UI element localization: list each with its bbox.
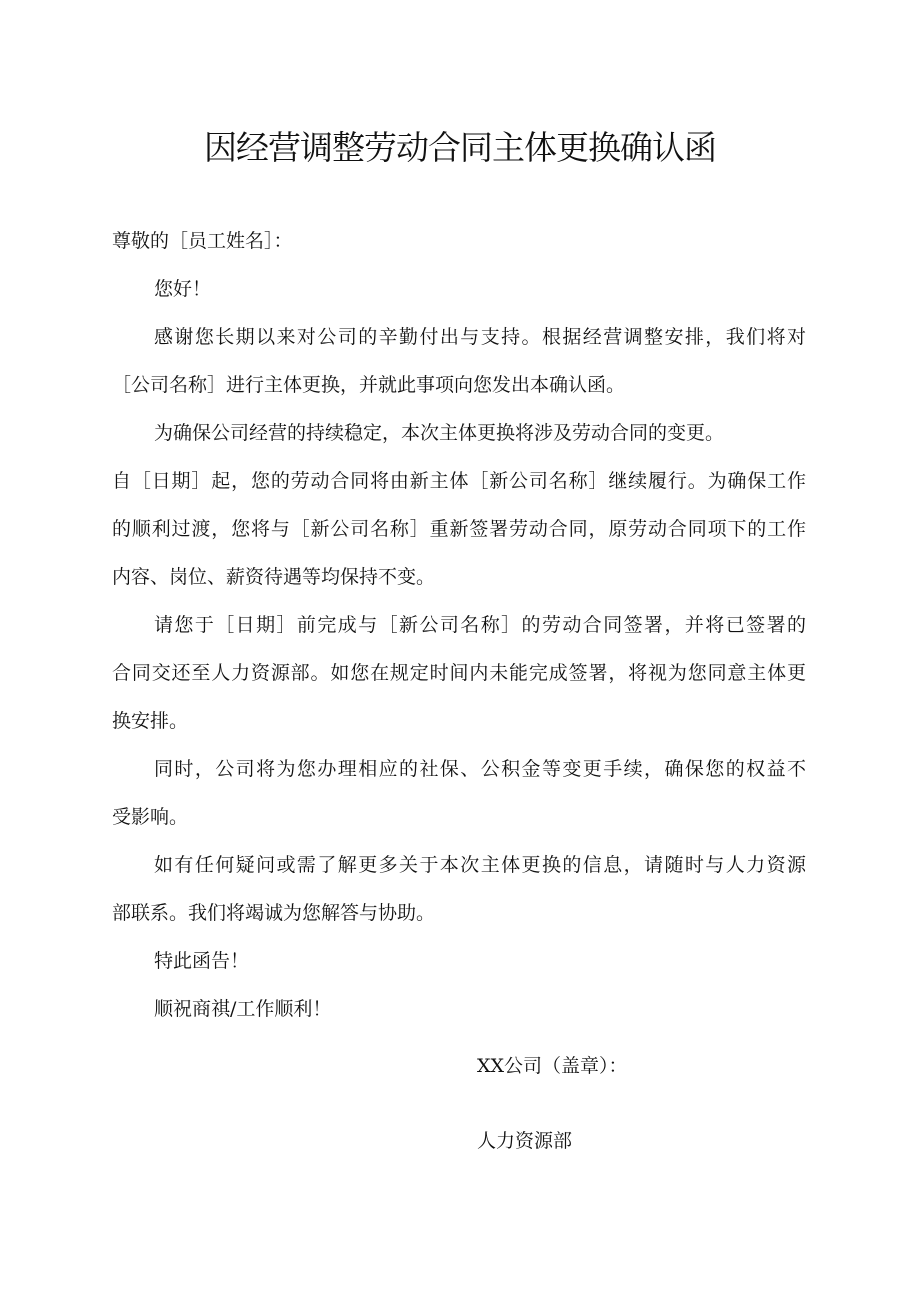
paragraph-2-line-2: 自［日期］起，您的劳动合同将由新主体［新公司名称］继续履行。为确保工作 [112,470,806,492]
document-title: 因经营调整劳动合同主体更换确认函 [204,128,716,167]
greeting: 您好！ [154,278,212,300]
paragraph-1-line-2: ［公司名称］进行主体更换，并就此事项向您发出本确认函。 [112,374,626,396]
closing-notice: 特此函告！ [154,950,250,972]
salutation: 尊敬的［员工姓名］： [112,230,293,252]
paragraph-5-line-2: 部联系。我们将竭诚为您解答与协助。 [112,902,436,924]
closing-wishes: 顺祝商祺/工作顺利！ [154,998,332,1020]
paragraph-3-line-1: 请您于［日期］前完成与［新公司名称］的劳动合同签署，并将已签署的 [154,614,806,636]
letter-body [112,217,806,1033]
paragraph-1-line-1: 感谢您长期以来对公司的辛勤付出与支持。根据经营调整安排，我们将对 [154,326,806,348]
paragraph-2-line-1: 为确保公司经营的持续稳定，本次主体更换将涉及劳动合同的变更。 [154,422,725,444]
paragraph-4-line-1: 同时，公司将为您办理相应的社保、公积金等变更手续，确保您的权益不 [154,758,806,780]
paragraph-4-line-2: 受影响。 [112,806,189,828]
paragraph-2-line-4: 内容、岗位、薪资待遇等均保持不变。 [112,566,436,588]
paragraph-5-line-1: 如有任何疑问或需了解更多关于本次主体更换的信息，请随时与人力资源 [154,854,806,876]
signature-department: 人力资源部 [477,1130,573,1152]
paragraph-3-line-2: 合同交还至人力资源部。如您在规定时间内未能完成签署，将视为您同意主体更 [112,662,806,684]
paragraph-3-line-3: 换安排。 [112,710,189,732]
signature-company: XX公司（盖章）： [477,1055,628,1077]
paragraph-2-line-3: 的顺利过渡，您将与［新公司名称］重新签署劳动合同，原劳动合同项下的工作 [112,518,806,540]
